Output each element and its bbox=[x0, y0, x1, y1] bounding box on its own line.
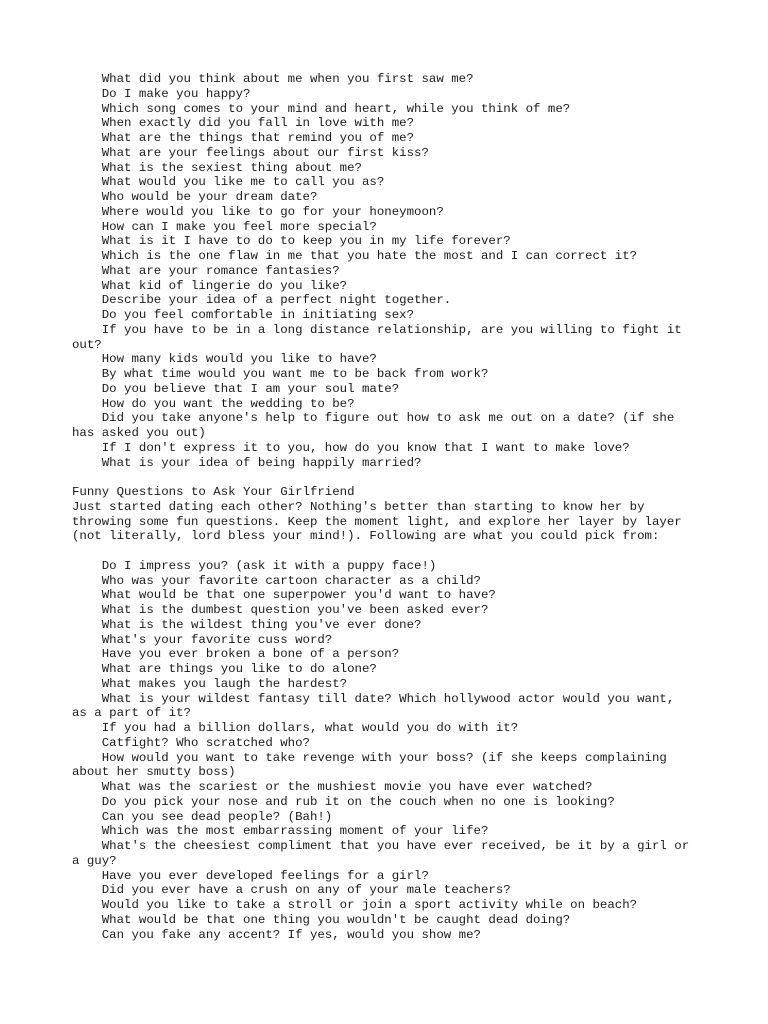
intro-line: throwing some fun questions. Keep the moment light, and explore her layer by layer bbox=[72, 514, 682, 529]
list-item: Do you pick your nose and rub it on the couch when no one is looking? bbox=[72, 794, 615, 809]
list-item: How do you want the wedding to be? bbox=[72, 396, 355, 411]
list-item: What did you think about me when you first saw me? bbox=[72, 72, 474, 86]
list-item: Where would you like to go for your honeymoon? bbox=[72, 204, 444, 219]
list-item: Have you ever broken a bone of a person? bbox=[72, 647, 400, 662]
list-item: Did you ever have a crush on any of your male teachers? bbox=[72, 883, 511, 898]
list-item: How can I make you feel more special? bbox=[72, 219, 377, 234]
list-item: How would you want to take revenge with your boss? (if she keeps complaining bbox=[72, 750, 667, 765]
list-item: What are the things that remind you of me? bbox=[72, 131, 415, 145]
list-item-continuation: a guy? bbox=[72, 853, 117, 868]
list-item: Describe your idea of a perfect night together. bbox=[72, 293, 452, 308]
section-intro bbox=[72, 500, 712, 544]
list-item: What's the cheesiest compliment that you have ever received, be it by a girl or bbox=[72, 839, 690, 853]
list-item: Can you see dead people? (Bah!) bbox=[72, 809, 333, 824]
list-item: What are things you like to do alone? bbox=[72, 662, 377, 676]
list-item: How many kids would you like to have? bbox=[72, 352, 377, 367]
list-item: What is your wildest fantasy till date? Which hollywood actor would you want, bbox=[72, 691, 675, 706]
list-item: Can you fake any accent? If yes, would you show me? bbox=[72, 927, 481, 942]
spacer bbox=[72, 470, 712, 485]
romantic-questions-list bbox=[72, 72, 712, 470]
list-item: What is it I have to do to keep you in my life forever? bbox=[72, 234, 511, 249]
section-heading: Funny Questions to Ask Your Girlfriend bbox=[72, 485, 355, 499]
list-item: Who was your favorite cartoon character as a child? bbox=[72, 573, 481, 588]
list-item: What would be that one superpower you'd want to have? bbox=[72, 588, 496, 603]
list-item: If you had a billion dollars, what would you do with it? bbox=[72, 721, 519, 735]
list-item: What is the sexiest thing about me? bbox=[72, 160, 362, 175]
list-item: If you have to be in a long distance relationship, are you willing to fight it bbox=[72, 322, 682, 337]
list-item: Which was the most embarrassing moment of your life? bbox=[72, 824, 489, 839]
list-item: Do you feel comfortable in initiating sex? bbox=[72, 308, 415, 322]
list-item-continuation: about her smutty boss) bbox=[72, 765, 236, 780]
intro-line: Just started dating each other? Nothing's better than starting to know her by bbox=[72, 499, 645, 514]
list-item: When exactly did you fall in love with me? bbox=[72, 116, 415, 131]
list-item: Would you like to take a stroll or join a sport activity while on beach? bbox=[72, 898, 638, 912]
list-item: What's your favorite cuss word? bbox=[72, 632, 333, 647]
list-item: Did you take anyone's help to figure out how to ask me out on a date? (if she bbox=[72, 411, 675, 426]
list-item-continuation: out? bbox=[72, 337, 102, 352]
list-item-continuation: as a part of it? bbox=[72, 706, 191, 721]
list-item: What was the scariest or the mushiest movie you have ever watched? bbox=[72, 780, 593, 794]
document-page bbox=[72, 72, 712, 942]
list-item: What are your romance fantasies? bbox=[72, 263, 340, 278]
spacer bbox=[72, 544, 712, 559]
list-item: Who would be your dream date? bbox=[72, 190, 318, 204]
list-item: If I don't express it to you, how do you know that I want to make love? bbox=[72, 440, 630, 455]
list-item: Which song comes to your mind and heart, while you think of me? bbox=[72, 101, 571, 116]
intro-line: (not literally, lord bless your mind!). Following are what you could pick from: bbox=[72, 529, 660, 544]
funny-questions-list bbox=[72, 559, 712, 943]
list-item: Have you ever developed feelings for a girl? bbox=[72, 868, 429, 883]
list-item: Do I impress you? (ask it with a puppy face!) bbox=[72, 558, 437, 573]
list-item: What makes you laugh the hardest? bbox=[72, 676, 348, 691]
list-item: What would you like me to call you as? bbox=[72, 175, 385, 190]
list-item: What kid of lingerie do you like? bbox=[72, 278, 348, 293]
list-item: What are your feelings about our first kiss? bbox=[72, 145, 429, 160]
list-item: Do you believe that I am your soul mate? bbox=[72, 381, 400, 396]
list-item: By what time would you want me to be back from work? bbox=[72, 367, 489, 381]
list-item-continuation: has asked you out) bbox=[72, 426, 206, 440]
list-item: What is your idea of being happily married? bbox=[72, 455, 422, 470]
list-item: What is the dumbest question you've been asked ever? bbox=[72, 603, 489, 617]
list-item: What would be that one thing you wouldn't be caught dead doing? bbox=[72, 912, 571, 927]
list-item: Do I make you happy? bbox=[72, 86, 251, 101]
list-item: Catfight? Who scratched who? bbox=[72, 735, 310, 750]
list-item: What is the wildest thing you've ever done? bbox=[72, 617, 422, 632]
list-item: Which is the one flaw in me that you hate the most and I can correct it? bbox=[72, 249, 638, 263]
